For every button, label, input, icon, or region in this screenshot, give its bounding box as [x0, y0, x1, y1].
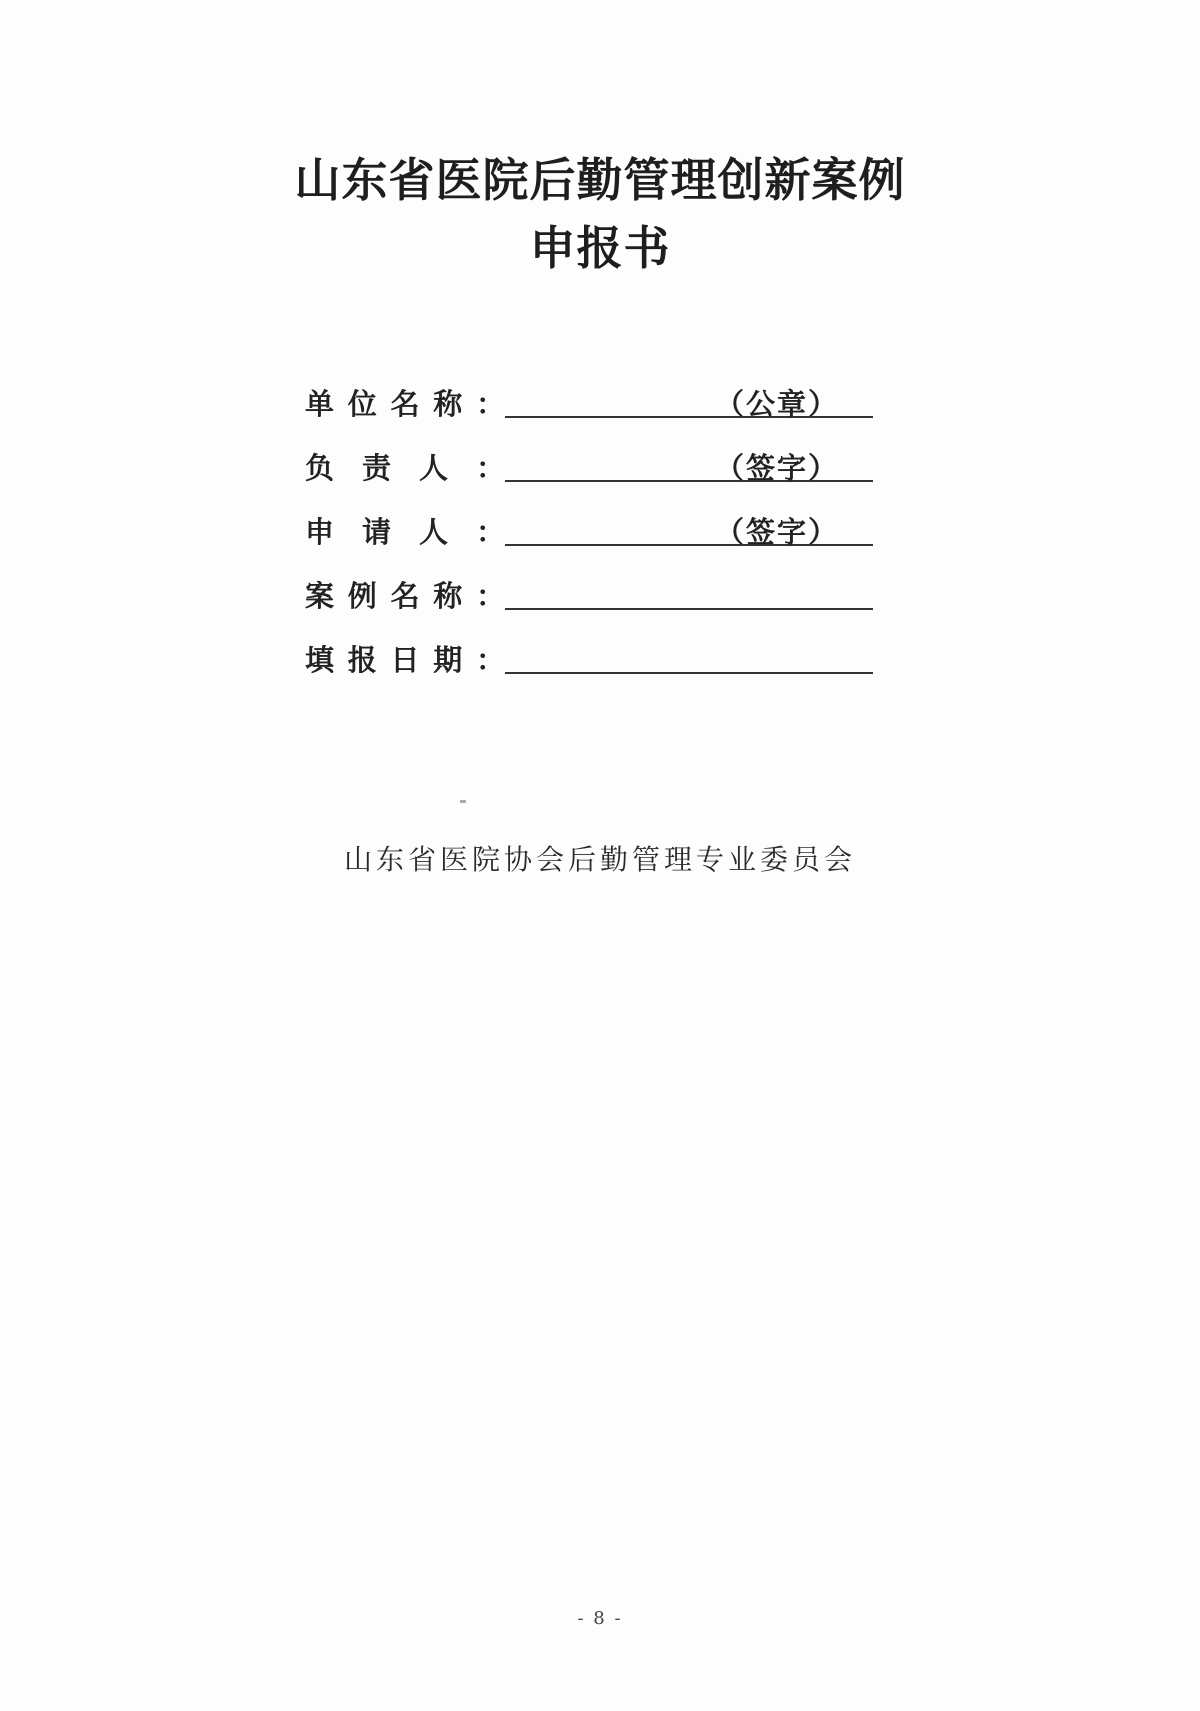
- label-char: 负: [305, 451, 335, 485]
- label-char: ：: [475, 387, 505, 421]
- label-char: 称: [433, 579, 463, 613]
- signature-note: （签字）: [715, 451, 840, 485]
- label-char: 例: [347, 579, 377, 613]
- scan-speck: [460, 800, 466, 803]
- label-char: 案: [305, 579, 335, 613]
- form-row-unit-name: [305, 376, 885, 440]
- label-char: 名: [390, 579, 420, 613]
- label-char: 名: [390, 387, 420, 421]
- label-char: ：: [475, 451, 505, 485]
- form-label-unit-name: [305, 382, 505, 423]
- submission-date-field[interactable]: [505, 672, 873, 674]
- label-char: 责: [361, 451, 391, 485]
- form-row-submission-date: [305, 632, 885, 696]
- label-char: ：: [475, 643, 505, 677]
- signature-note: （签字）: [715, 515, 840, 549]
- document-title: 山东省医院后勤管理创新案例: [294, 153, 906, 207]
- form-row-case-name: [305, 568, 885, 632]
- label-char: 日: [390, 643, 420, 677]
- page-number: - 8 -: [577, 1608, 623, 1629]
- form-label-applicant: [305, 510, 505, 551]
- label-char: 请: [361, 515, 391, 549]
- label-char: 填: [305, 643, 335, 677]
- issuing-organization: 山东省医院协会后勤管理专业委员会: [343, 843, 856, 876]
- label-char: 申: [305, 515, 335, 549]
- form-label-person-in-charge: [305, 446, 505, 487]
- label-char: ：: [475, 515, 505, 549]
- form-label-submission-date: [305, 638, 505, 679]
- label-char: 报: [347, 643, 377, 677]
- label-char: 称: [433, 387, 463, 421]
- seal-note: （公章）: [715, 387, 840, 421]
- form-label-case-name: [305, 574, 505, 615]
- label-char: 人: [418, 451, 448, 485]
- application-form: [305, 376, 885, 696]
- form-row-applicant: [305, 504, 885, 568]
- document-subtitle: 申报书: [529, 221, 671, 275]
- label-char: 单: [305, 387, 335, 421]
- label-char: 位: [347, 387, 377, 421]
- case-name-field[interactable]: [505, 608, 873, 610]
- form-row-person-in-charge: [305, 440, 885, 504]
- label-char: 人: [418, 515, 448, 549]
- label-char: ：: [475, 579, 505, 613]
- label-char: 期: [433, 643, 463, 677]
